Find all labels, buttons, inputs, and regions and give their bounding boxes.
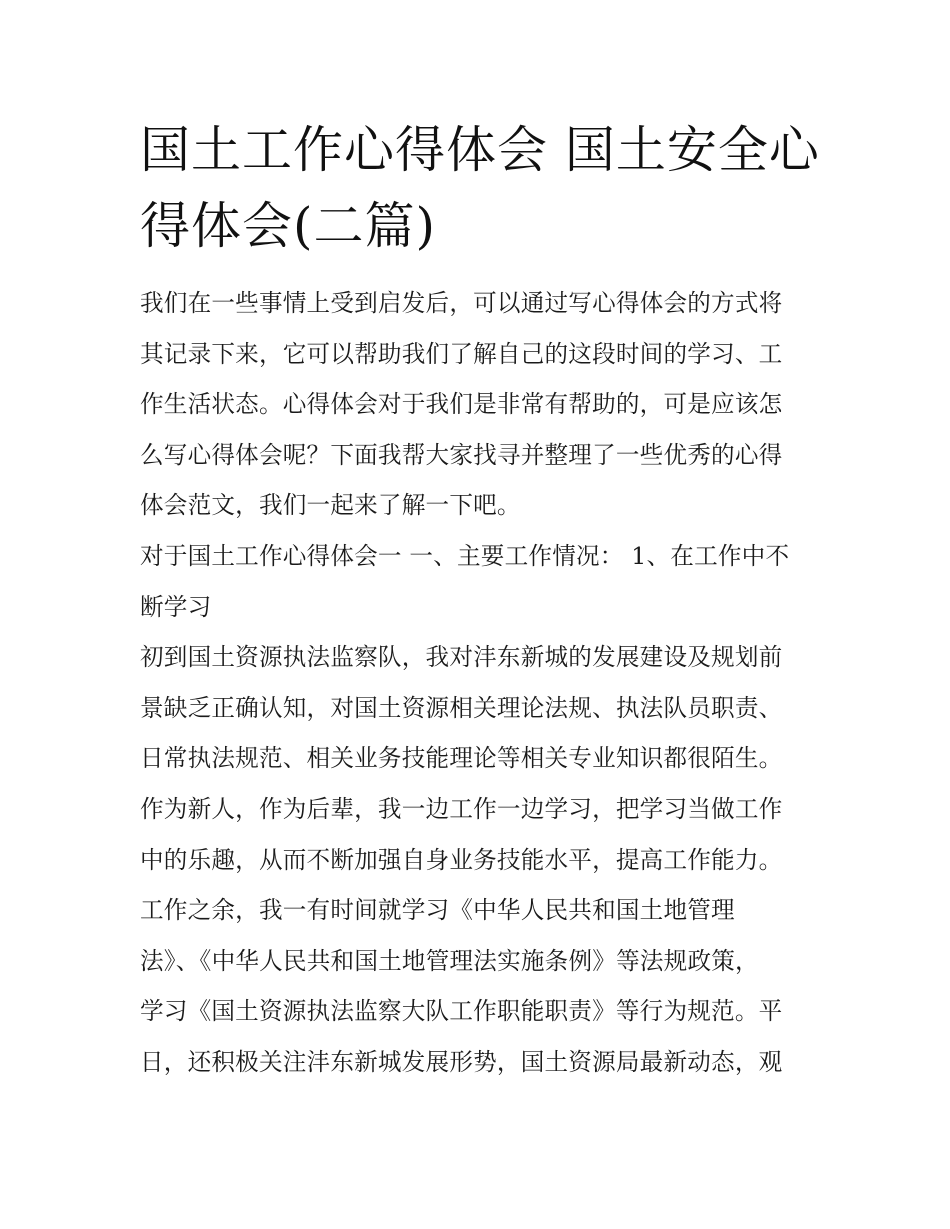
document-body: [140, 278, 812, 1088]
title-line: 得体会(二篇): [140, 197, 437, 255]
title-line: 国土工作心得体会 国土安全心: [140, 121, 820, 179]
text-line: 断学习: [140, 592, 212, 621]
text-line: 中的乐趣，从而不断加强自身业务技能水平，提高工作能力。: [140, 845, 783, 874]
text-line: 初到国土资源执法监察队，我对沣东新城的发展建设及规划前: [140, 643, 783, 672]
text-line: 工作之余，我一有时间就学习《中华人民共和国土地管理: [140, 896, 735, 925]
text-line: 体会范文，我们一起来了解一下吧。: [140, 491, 521, 520]
text-line: 日常执法规范、相关业务技能理论等相关专业知识都很陌生。: [140, 744, 783, 773]
document-title: [140, 112, 820, 264]
text-line: 么写心得体会呢？下面我帮大家找寻并整理了一些优秀的心得: [140, 440, 783, 469]
body-paragraph: [140, 632, 812, 1087]
section-heading-paragraph: [140, 531, 812, 632]
document-page: [140, 112, 820, 1088]
text-line: 其记录下来，它可以帮助我们了解自己的这段时间的学习、工: [140, 339, 783, 368]
text-line: 日，还积极关注沣东新城发展形势，国土资源局最新动态，观: [140, 1047, 783, 1076]
text-line: 我们在一些事情上受到启发后，可以通过写心得体会的方式将: [140, 289, 783, 317]
text-line: 法》、《中华人民共和国土地管理法实施条例》等法规政策，: [140, 946, 759, 975]
text-line: 作生活状态。心得体会对于我们是非常有帮助的，可是应该怎: [140, 390, 783, 419]
text-line: 作为新人，作为后辈，我一边工作一边学习，把学习当做工作: [140, 794, 783, 823]
text-line: 景缺乏正确认知，对国土资源相关理论法规、执法队员职责、: [140, 693, 783, 722]
intro-paragraph: [140, 278, 812, 531]
text-line: 学习《国土资源执法监察大队工作职能职责》等行为规范。平: [140, 997, 783, 1026]
text-line: 对于国土工作心得体会一 一、主要工作情况： 1、在工作中不: [140, 541, 790, 570]
